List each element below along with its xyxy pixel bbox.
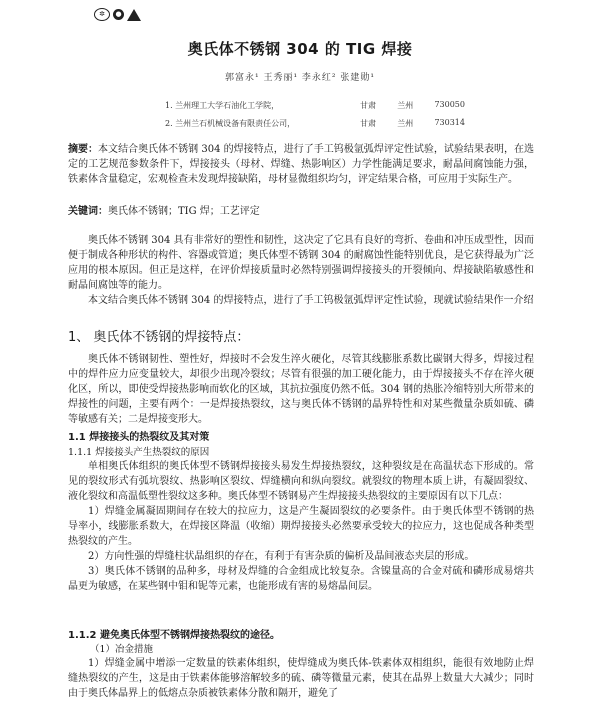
journal-logo: [94, 8, 141, 21]
list-item: 1）焊缝金属凝固期间存在较大的拉应力，这是产生凝固裂纹的必要条件。由于奥氏体型不锈钢的热导率小，线膨胀系数大，在焊接区降温（收缩）期焊接接头必然要承受较大的拉应力，这也促成各种类型热裂纹的产生。: [68, 506, 534, 547]
affiliation-province: 甘肃: [360, 119, 376, 128]
abstract: [68, 142, 534, 187]
intro-paragraph: 奥氏体不锈钢 304 具有非常好的塑性和韧性，这决定了它具有良好的弯折、卷曲和冲压成型性，因而便于制成各种形状的构件、容器或管道；奥氏体型不锈钢 304 的耐腐蚀性能特别优良，是它获得最为广泛应用的根本原因。但正是这样，在评价焊接质量时必然特别强调焊接接头的开裂倾向、焊接缺陷敏感性和耐晶间腐蚀等的能力。: [68, 235, 534, 291]
keywords-text: 奥氏体不锈钢；TIG 焊；工艺评定: [108, 206, 260, 217]
affiliation-city: 兰州: [397, 119, 414, 128]
authors: 郭富永¹ 王秀丽¹ 李永红² 张建勋¹: [224, 73, 375, 83]
affiliation-name: 2. 兰州兰石机械设备有限责任公司，: [165, 119, 296, 128]
logo-mark-2: ●: [113, 9, 124, 20]
subsection-1-1-2-heading: 1.1.2 避免奥氏体型不锈钢焊接热裂纹的途径。: [68, 630, 280, 641]
list-item: 3）奥氏体不锈钢的品种多，母材及焊缝的合金组成比较复杂。含镍量高的合金对硫和磷形成易熔共晶更为敏感，在某些钢中钼和铌等元素，也能形成有害的易熔晶间层。: [68, 566, 534, 592]
affiliation-2: [165, 118, 465, 129]
section-1-paragraph: 奥氏体不锈钢韧性、塑性好，焊接时不会发生淬火硬化，尽管其线膨胀系数比碳钢大得多，焊接过程中的焊件应力应变量较大，却很少出现冷裂纹；尽管有很强的加工硬化能力，由于焊接接头不存在淬火硬化区，所以，即使受焊接热影响而软化的区域，其抗拉强度仍然不低。304 钢的热胀冷缩特别大所带来的焊接性的问题，主要有两个：一是焊接热裂纹，这与奥氏体不锈钢的晶界特性和对某些微量杂质如硫、磷等敏感有关；二是焊接变形大。: [68, 354, 534, 425]
logo-mark-1: ✲: [94, 8, 110, 21]
measures-heading: （1）冶金措施: [90, 644, 154, 655]
subsection-paragraph: 单相奥氏体组织的奥氏体型不锈钢焊接接头易发生焊接热裂纹，这种裂纹是在高温状态下形成的。常见的裂纹形式有弧坑裂纹、热影响区裂纹、焊缝横向和纵向裂纹。就裂纹的物理本质上讲，有凝固裂纹、液化裂纹和高温低塑性裂纹这多种。奥氏体型不锈钢易产生焊接接头热裂纹的主要原因有以下几点：: [68, 461, 534, 502]
affiliation-zip: 730314: [434, 118, 465, 127]
paper-title: 奥氏体不锈钢 304 的 TIG 焊接: [187, 40, 413, 58]
subsection-1-1-1-heading: 1.1.1 焊接接头产生热裂纹的原因: [68, 447, 210, 458]
affiliation-name: 1. 兰州理工大学石油化工学院，: [165, 101, 280, 110]
affiliation-1: [165, 100, 465, 111]
subsection-1-1-2-body: [68, 656, 534, 701]
affiliation-zip: 730050: [434, 100, 465, 109]
subsection-1-1-1-body: [68, 459, 534, 594]
keywords-label: 关键词：: [68, 206, 108, 217]
introduction: [68, 233, 534, 308]
keywords: [68, 204, 534, 219]
affiliation-city: 兰州: [397, 101, 414, 110]
section-1-body: [68, 352, 534, 427]
section-1-heading: 1、 奥氏体不锈钢的焊接特点：: [68, 330, 250, 345]
subsection-1-1-heading: 1.1 焊接接头的热裂纹及其对策: [68, 432, 210, 443]
abstract-label: 摘要：: [68, 144, 99, 155]
affiliation-province: 甘肃: [360, 101, 376, 110]
abstract-text: 本文结合奥氏体不锈钢 304 的焊接特点，进行了手工钨极氩弧焊评定性试验，试验结果表明，在选定的工艺规范参数条件下，焊接接头（母材、焊缝、热影响区）力学性能满足要求，耐晶间腐蚀能力强，铁素体含量稳定，宏观检查未发现焊接缺陷，母材显微组织均匀，评定结果合格，可应用于实际生产。: [68, 144, 535, 185]
subsection-paragraph: 1）焊缝金属中增添一定数量的铁素体组织，使焊缝成为奥氏体-铁素体双相组织，能很有效地防止焊缝热裂纹的产生，这是由于铁素体能够溶解较多的硫、磷等微量元素，使其在晶界上数量大大减少；同时由于奥氏体晶界上的低熔点杂质被铁素体分散和隔开，避免了: [68, 658, 534, 699]
logo-mark-3: [127, 9, 141, 21]
list-item: 2）方向性强的焊缝柱状晶组织的存在，有利于有害杂质的偏析及晶间液态夹层的形成。: [88, 551, 475, 562]
intro-paragraph: 本文结合奥氏体不锈钢 304 的焊接特点，进行了手工钨极氩弧焊评定性试验，现就试验结果作一介绍: [88, 295, 534, 306]
